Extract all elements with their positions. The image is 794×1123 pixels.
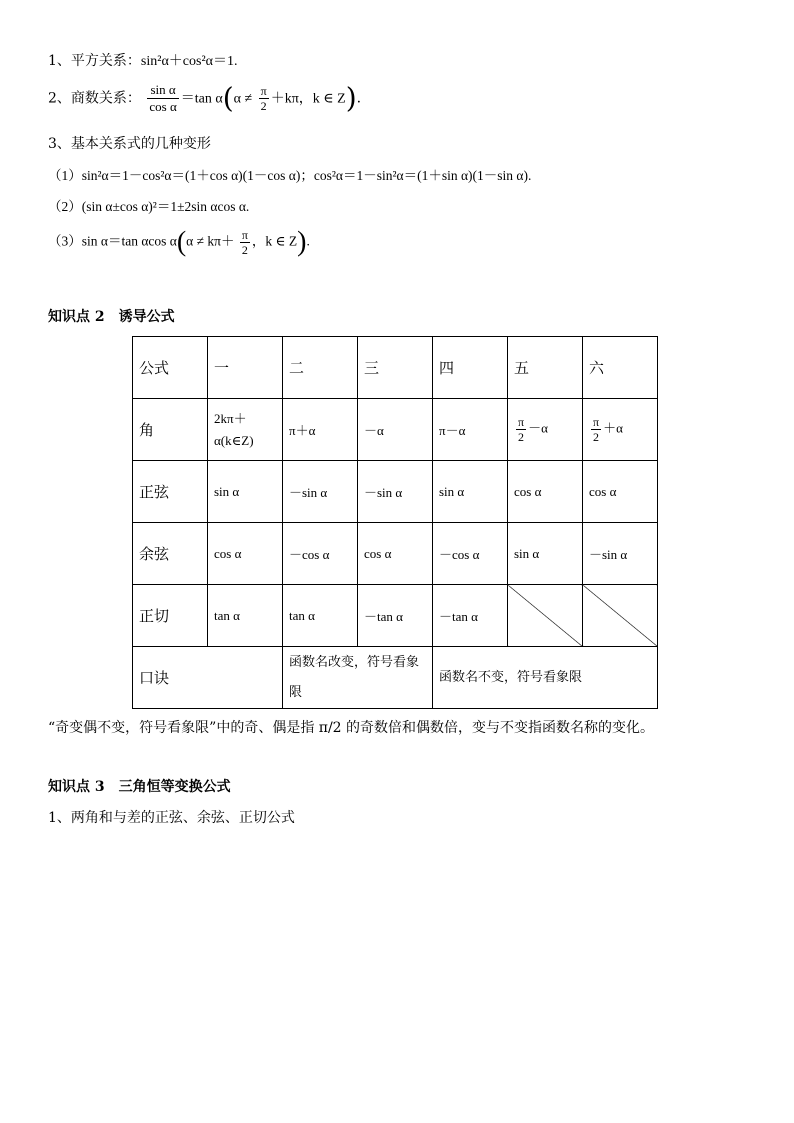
table-cell: tan α: [283, 585, 358, 647]
fraction-denominator: 2: [518, 430, 525, 444]
section-3-item-1: 1、两角和与差的正弦、余弦、正切公式: [48, 810, 295, 826]
fraction-denominator: cos α: [149, 99, 177, 114]
angle-suffix: ＋α: [603, 420, 623, 436]
table-row-angle: [133, 399, 658, 461]
mnemonic-note: “奇变偶不变，符号看象限”中的奇、偶是指 π/2 的奇数倍和偶数倍，变与不变指函数名称的变化。: [48, 720, 655, 736]
fraction-numerator: π: [593, 415, 600, 429]
pi-over-2-fraction: [516, 415, 526, 444]
table-cell: 六: [583, 337, 658, 399]
table-cell: －α: [358, 399, 433, 461]
condition-post: ，k ∈ Z: [251, 233, 298, 249]
item-3-2: （2）(sin α±cos α)²＝1±2sin αcos α.: [48, 199, 250, 214]
section-2-heading: 知识点 2 诱导公式: [48, 309, 175, 325]
table-cell: sin α: [508, 523, 583, 585]
left-paren: (: [176, 226, 187, 258]
period: .: [356, 90, 362, 107]
item-1: [48, 50, 238, 70]
table-cell: π＋α: [283, 399, 358, 461]
pi-over-2-fraction: [240, 228, 250, 257]
table-row-tan: [133, 585, 658, 647]
sin-over-cos-fraction: [147, 82, 178, 115]
table-cell: －sin α: [583, 523, 658, 585]
right-paren: ): [345, 81, 357, 115]
diagonal-empty-cell: [583, 585, 658, 647]
table-row-header: [133, 337, 658, 399]
pi-over-2-fraction: [259, 84, 269, 113]
fraction-numerator: π: [241, 228, 248, 242]
table-cell: －sin α: [283, 461, 358, 523]
section-3-heading: 知识点 3 三角恒等变换公式: [48, 779, 231, 795]
equals-tan: ＝tan α: [180, 91, 223, 107]
table-cell: －sin α: [358, 461, 433, 523]
table-cell: sin α: [433, 461, 508, 523]
induction-formula-table: [132, 336, 658, 709]
fraction-denominator: 2: [241, 243, 248, 257]
table-cell: 五: [508, 337, 583, 399]
pi-over-2-fraction: [591, 415, 601, 444]
table-cell: －tan α: [358, 585, 433, 647]
table-cell: cos α: [208, 523, 283, 585]
table-cell: 函数名不变，符号看象限: [433, 647, 658, 709]
table-cell: 一: [208, 337, 283, 399]
table-cell: [583, 399, 658, 461]
table-cell: π－α: [433, 399, 508, 461]
fraction-numerator: π: [518, 415, 525, 429]
item-2-label: 2、商数关系：: [48, 90, 141, 107]
table-cell: sin α: [208, 461, 283, 523]
table-cell: [508, 399, 583, 461]
fraction-numerator: π: [260, 84, 267, 98]
table-cell: －cos α: [433, 523, 508, 585]
table-cell: 三: [358, 337, 433, 399]
table-cell: cos α: [583, 461, 658, 523]
table-row-sin: [133, 461, 658, 523]
table-row-cos: [133, 523, 658, 585]
table-cell: 公式: [133, 337, 208, 399]
fraction-denominator: 2: [260, 99, 267, 113]
table-cell: 四: [433, 337, 508, 399]
item-2: [48, 82, 361, 115]
diagonal-empty-cell: [508, 585, 583, 647]
left-paren: (: [222, 81, 234, 115]
item-1-label: 1、平方关系：: [48, 53, 141, 69]
table-row-mnemonic: [133, 647, 658, 709]
table-cell: cos α: [508, 461, 583, 523]
fraction-denominator: 2: [593, 430, 600, 444]
table-cell: 2kπ＋α(k∈Z): [208, 399, 283, 461]
table-cell: 角: [133, 399, 208, 461]
table-cell: －cos α: [283, 523, 358, 585]
table-cell: 余弦: [133, 523, 208, 585]
right-paren: ): [297, 226, 307, 258]
table-cell: 口诀: [133, 647, 283, 709]
table-cell: cos α: [358, 523, 433, 585]
table-cell: 函数名改变，符号看象限: [283, 647, 433, 709]
fraction-numerator: sin α: [147, 82, 178, 99]
table-cell: 正弦: [133, 461, 208, 523]
item-3-3: [48, 228, 310, 257]
table-cell: －tan α: [433, 585, 508, 647]
angle-suffix: －α: [528, 420, 548, 436]
item-3-1: （1）sin²α＝1－cos²α＝(1＋cos α)(1－cos α)；cos²α＝1－sin²α＝(1＋sin α)(1－sin α).: [48, 168, 532, 183]
table-cell: tan α: [208, 585, 283, 647]
condition-pre: α ≠: [233, 91, 253, 107]
item-3-3-pre: （3）sin α＝tan αcos α: [48, 233, 177, 249]
condition-post: ＋kπ，k ∈ Z: [270, 91, 346, 107]
item-3-label: 3、基本关系式的几种变形: [48, 136, 211, 152]
table-cell: 二: [283, 337, 358, 399]
table-cell: 正切: [133, 585, 208, 647]
period: .: [306, 233, 310, 249]
condition-pre: α ≠ kπ＋: [186, 233, 235, 249]
item-1-formula: sin²α＋cos²α＝1.: [140, 54, 238, 69]
